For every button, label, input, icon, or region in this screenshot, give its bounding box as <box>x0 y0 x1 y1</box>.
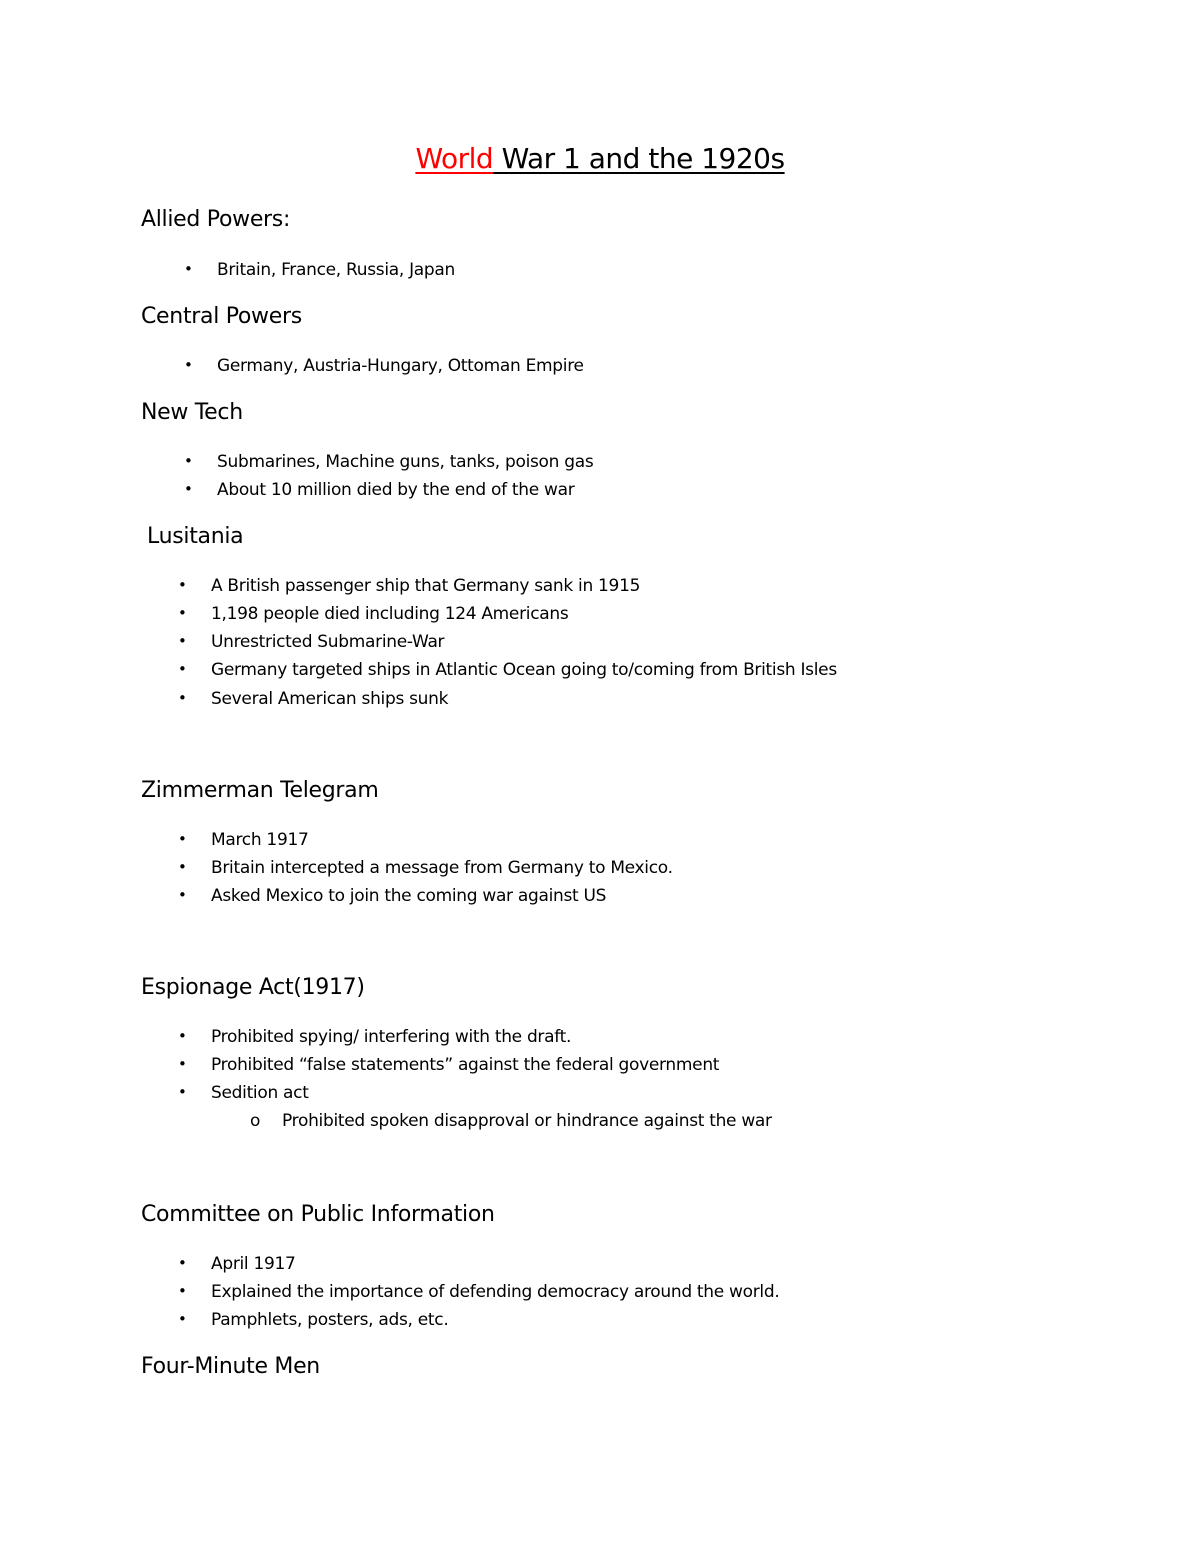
section-heading-allied: Allied Powers: <box>141 207 291 232</box>
list-item: • Several American ships sunk <box>178 689 449 709</box>
circle-bullet-icon: o <box>250 1111 261 1131</box>
bullet-icon: • <box>178 1027 187 1045</box>
bullet-icon: • <box>178 604 187 622</box>
section-heading-central: Central Powers <box>141 304 302 329</box>
section-heading-lusitania: Lusitania <box>147 524 244 549</box>
list-item: • 1,198 people died including 124 Americans <box>178 604 569 624</box>
bullet-icon: • <box>178 576 187 594</box>
title-red-word: World <box>415 142 494 175</box>
section-heading-espionage: Espionage Act(1917) <box>141 975 365 1000</box>
list-item: • April 1917 <box>178 1254 296 1274</box>
bullet-icon: • <box>178 660 187 678</box>
section-heading-zimmerman: Zimmerman Telegram <box>141 778 379 803</box>
bullet-icon: • <box>178 830 187 848</box>
list-item: • Explained the importance of defending democracy around the world. <box>178 1282 780 1302</box>
bullet-icon: • <box>178 632 187 650</box>
document-title <box>0 142 1200 175</box>
bullet-icon: • <box>178 886 187 904</box>
bullet-icon: • <box>184 452 193 470</box>
list-item: • Sedition act <box>178 1083 309 1103</box>
bullet-icon: • <box>184 260 193 278</box>
list-item: • About 10 million died by the end of the war <box>184 480 575 500</box>
section-heading-new-tech: New Tech <box>141 400 243 425</box>
bullet-icon: • <box>178 1254 187 1272</box>
list-item: • Britain intercepted a message from Germany to Mexico. <box>178 858 673 878</box>
list-item: • March 1917 <box>178 830 309 850</box>
list-item: • Prohibited spying/ interfering with the draft. <box>178 1027 572 1047</box>
bullet-icon: • <box>178 689 187 707</box>
list-item: • Germany targeted ships in Atlantic Ocean going to/coming from British Isles <box>178 660 837 680</box>
bullet-icon: • <box>184 356 193 374</box>
list-item: • A British passenger ship that Germany sank in 1915 <box>178 576 641 596</box>
list-item: • Prohibited “false statements” against the federal government <box>178 1055 720 1075</box>
list-item: • Submarines, Machine guns, tanks, poison gas <box>184 452 594 472</box>
list-item: • Germany, Austria-Hungary, Ottoman Empire <box>184 356 584 376</box>
list-item: • Unrestricted Submarine-War <box>178 632 445 652</box>
section-heading-four-minute-men: Four-Minute Men <box>141 1354 320 1379</box>
bullet-icon: • <box>178 1310 187 1328</box>
list-item: • Asked Mexico to join the coming war against US <box>178 886 607 906</box>
list-item: • Pamphlets, posters, ads, etc. <box>178 1310 449 1330</box>
list-item: • Britain, France, Russia, Japan <box>184 260 455 280</box>
bullet-icon: • <box>178 1282 187 1300</box>
bullet-icon: • <box>178 1083 187 1101</box>
section-heading-cpi: Committee on Public Information <box>141 1202 495 1227</box>
bullet-icon: • <box>178 858 187 876</box>
bullet-icon: • <box>184 480 193 498</box>
sub-list-item: o Prohibited spoken disapproval or hindrance against the war <box>250 1111 772 1131</box>
title-rest: War 1 and the 1920s <box>493 142 785 175</box>
bullet-icon: • <box>178 1055 187 1073</box>
